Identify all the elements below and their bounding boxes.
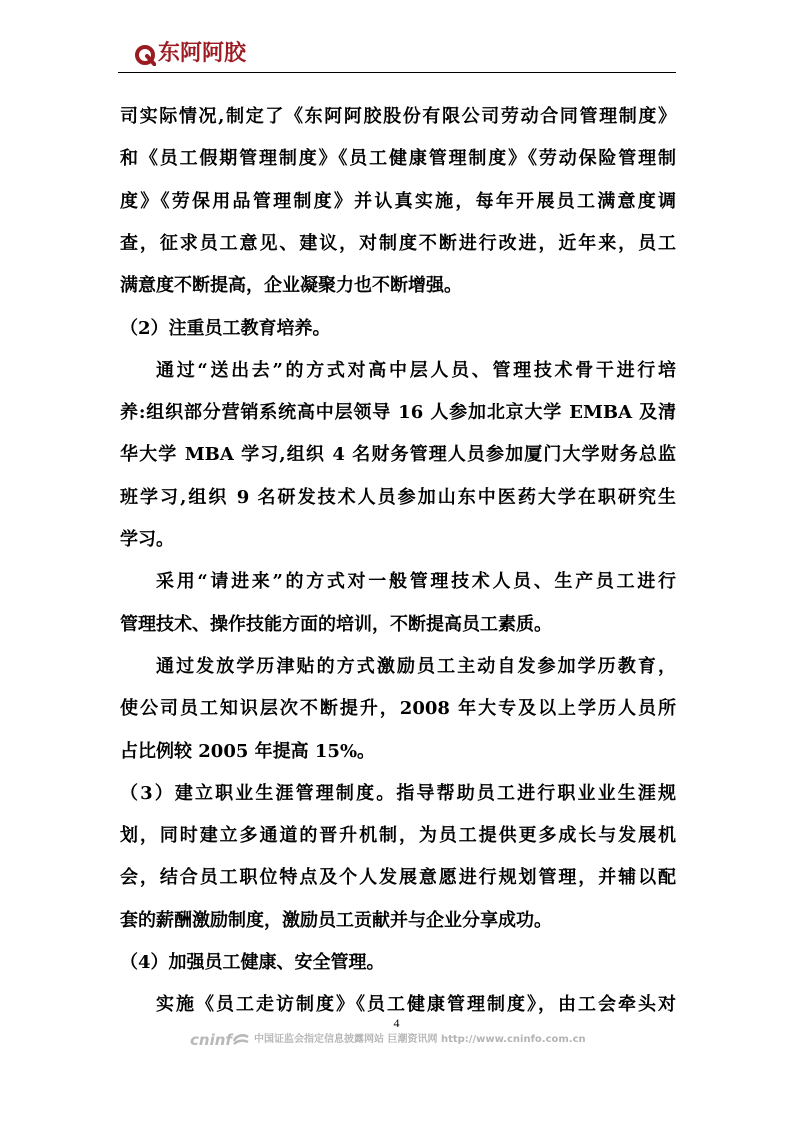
paragraph-line: 实施《员工走访制度》《员工健康管理制度》，由工会牵头对 xyxy=(156,994,676,1016)
paragraph-line: 管理技术、操作技能方面的培训，不断提高员工素质。 xyxy=(120,613,552,635)
paragraph-line: 司实际情况,制定了《东阿阿胶股份有限公司劳动合同管理制度》 xyxy=(120,106,676,127)
paragraph-line: 占比例较 2005 年提高 15%。 xyxy=(120,740,376,762)
paragraph-line: 和《员工假期管理制度》《员工健康管理制度》《劳动保险管理制 xyxy=(120,148,676,170)
paragraph-line: 班学习,组织 9 名研发技术人员参加山东中医药大学在职研究生 xyxy=(120,486,676,508)
paragraph-line: 学习。 xyxy=(120,529,174,550)
page-number: 4 xyxy=(393,1016,400,1030)
page-header xyxy=(118,38,676,72)
paragraph-line: （4）加强员工健康、安全管理。 xyxy=(120,952,385,973)
cninf-logo-text: cninf xyxy=(190,1031,232,1049)
footer-disclosure-text: 中国证监会指定信息披露网站 巨潮资讯网 http://www.cninfo.com.cn xyxy=(254,1034,586,1045)
cninfo-swirl-icon xyxy=(232,1032,250,1048)
paragraph-line: 养:组织部分营销系统高中层领导 16 人参加北京大学 EMBA 及清 xyxy=(120,402,676,424)
paragraph-line: 会，结合员工职位特点及个人发展意愿进行规划管理，并辅以配 xyxy=(120,867,676,889)
paragraph-line: 套的薪酬激励制度，激励员工贡献并与企业分享成功。 xyxy=(120,909,552,931)
paragraph-line: 满意度不断提高，企业凝聚力也不断增强。 xyxy=(120,275,462,297)
header-divider xyxy=(118,72,676,73)
paragraph-line: （3）建立职业生涯管理制度。指导帮助员工进行职业业生涯规 xyxy=(120,782,676,804)
donge-ejiao-logo-icon xyxy=(134,44,156,66)
paragraph-line: 通过“送出去”的方式对高中层人员、管理技术骨干进行培 xyxy=(156,359,676,381)
paragraph-line: 采用“请进来”的方式对一般管理技术人员、生产员工进行 xyxy=(156,571,676,593)
paragraph-line: 划，同时建立多通道的晋升机制，为员工提供更多成长与发展机 xyxy=(120,825,676,847)
paragraph-line: 使公司员工知识层次不断提升，2008 年大专及以上学历人员所 xyxy=(120,698,676,720)
paragraph-line: 度》《劳保用品管理制度》并认真实施，每年开展员工满意度调 xyxy=(120,190,676,212)
paragraph-line: 华大学 MBA 学习,组织 4 名财务管理人员参加厦门大学财务总监 xyxy=(120,444,676,466)
paragraph-line: 通过发放学历津贴的方式激励员工主动自发参加学历教育， xyxy=(156,655,676,677)
paragraph-line: 查，征求员工意见、建议，对制度不断进行改进，近年来，员工 xyxy=(120,232,676,254)
paragraph-line: （2）注重员工教育培养。 xyxy=(120,317,331,339)
brand-logo-text: 东阿阿胶 xyxy=(158,41,247,66)
